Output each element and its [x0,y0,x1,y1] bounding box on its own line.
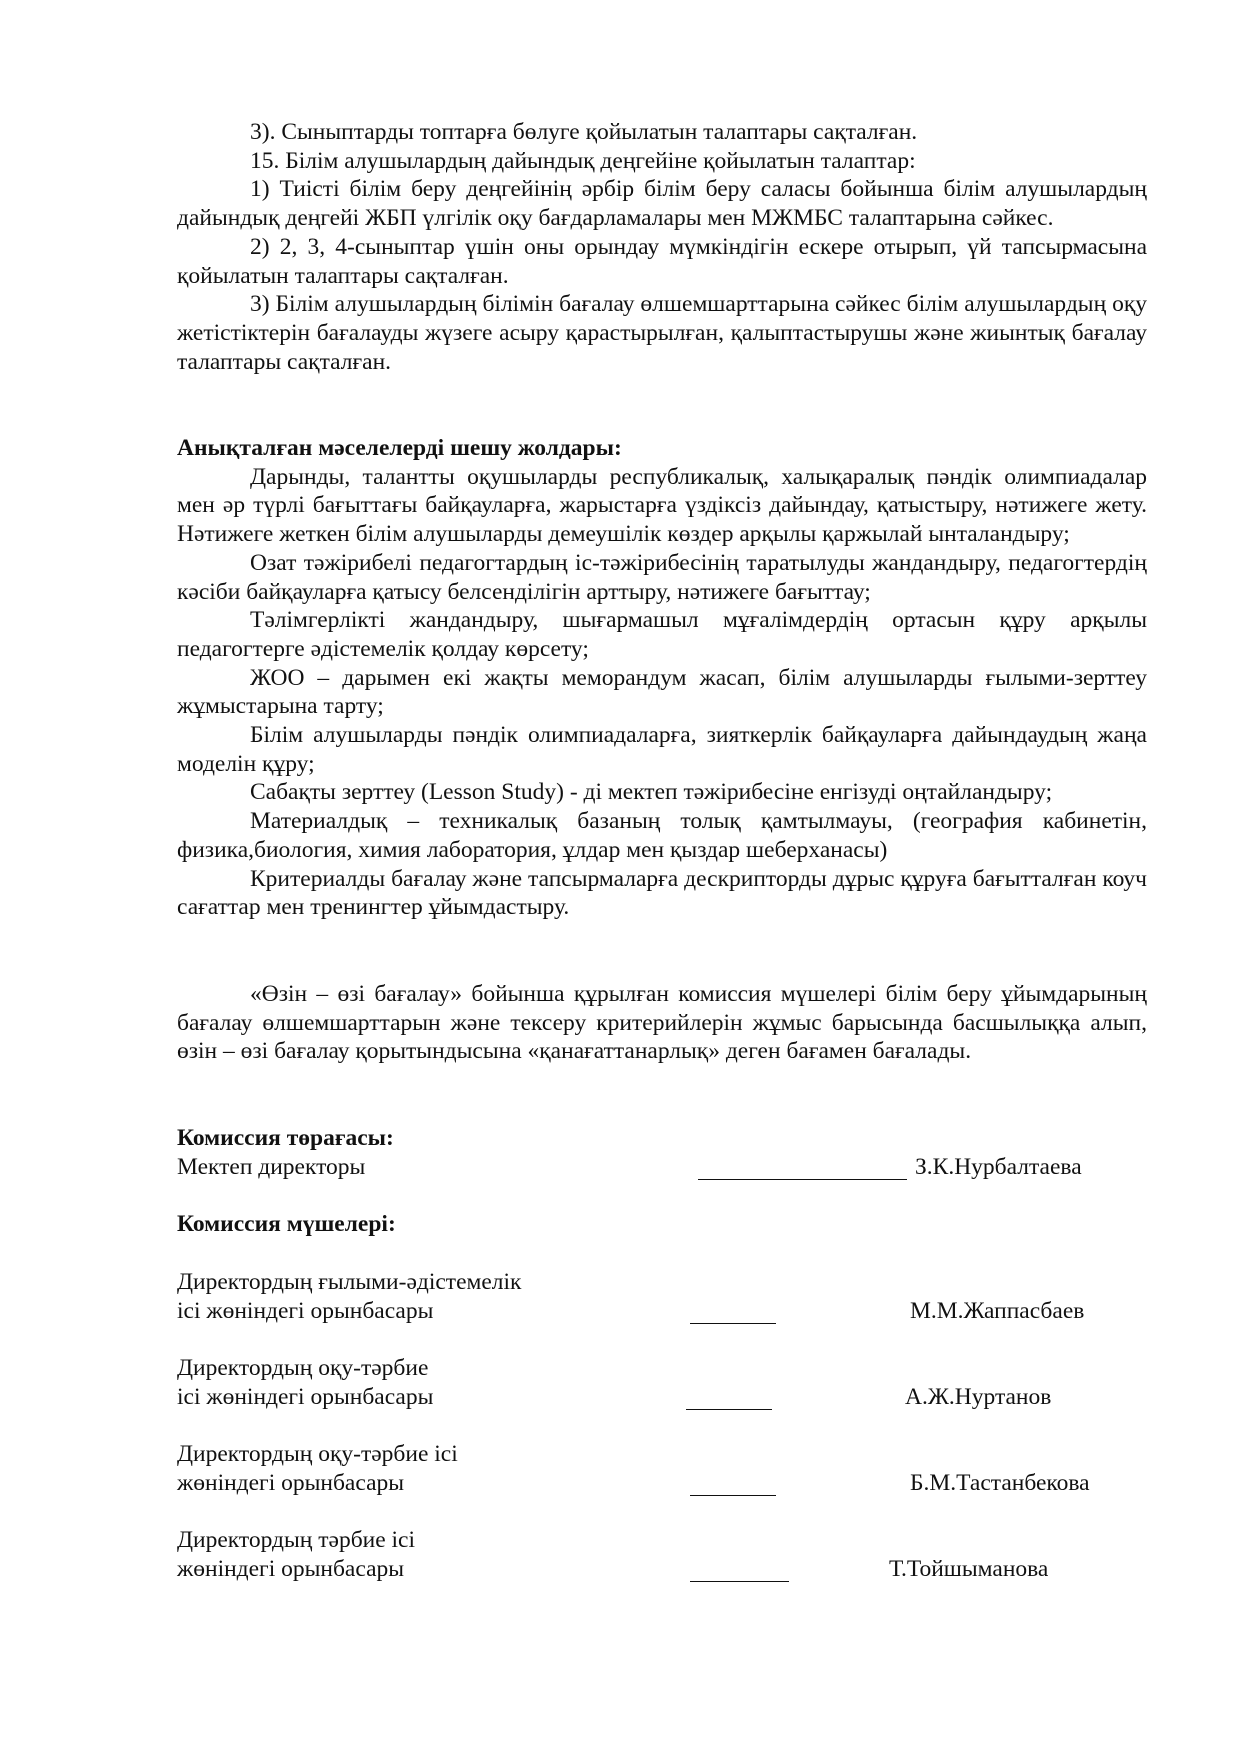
requirements-section [177,118,1147,376]
member-title: Директордың оқу-тәрбие ісі жөніндегі орынбасары [177,1355,434,1410]
member-signature-row [177,1526,1147,1584]
requirement-paragraph: 15. Білім алушылардың дайындық деңгейіне қойылатын талаптар: [250,147,916,174]
solution-item: Материалдық – техникалық базаның толық қамтылмауы, (география кабинетін, физика,биология, химия лаборатория, ұлдар мен қыздар шеберханасы) [177,808,1147,863]
member-title: Директордың ғылыми-әдістемелік ісі жөніндегі орынбасары [177,1269,522,1324]
signature-line [698,1179,907,1180]
solution-item: Озат тәжірибелі педагогтардың іс-тәжірибесінің таратылуды жандандыру, педагогтердің кәсіби байқауларға қатысу белсенділігін арттыру, нәтижеге бағыттау; [177,549,1147,605]
member-name: Б.М.Тастанбекова [910,1470,1090,1497]
solution-item: Сабақты зерттеу (Lesson Study) - ді мектеп тәжірибесіне енгізуді оңтайландыру; [250,779,1053,806]
chair-title: Мектеп директоры [177,1154,366,1180]
member-signature-row [177,1268,1147,1326]
solution-item: Білім алушыларды пәндік олимпиадаларға, зияткерлік байқауларға дайындаудың жаңа моделін құру; [177,722,1147,777]
member-title: Директордың тәрбие ісі жөніндегі орынбасары [177,1527,416,1582]
member-name: А.Ж.Нуртанов [905,1384,1052,1411]
conclusion-section [177,980,1147,1066]
chair-heading: Комиссия төрағасы: [177,1125,394,1151]
member-signature-row [177,1440,1147,1498]
solution-item: Тәлімгерлікті жандандыру, шығармашыл мұғалімдердің ортасын құру арқылы педагогтерге әдістемелік қолдау көрсету; [177,607,1147,662]
solution-item: Дарынды, талантты оқушыларды республикалық, халықаралық пәндік олимпиадалар мен әр түрлі бағыттағы байқауларға, жарыстарға үздіксіз дайындау, қатыстыру, нәтижеге жету. Нәтижеге жеткен білім алушыларды демеушілік көздер арқылы қаржылай ынталандыру; [177,463,1147,548]
requirement-paragraph: 2) 2, 3, 4-сыныптар үшін оны орындау мүмкіндігін ескере отырып, үй тапсырмасына қойылатын талаптары сақталған. [177,233,1147,289]
requirement-paragraph: 3). Сыныптарды топтарға бөлуге қойылатын талаптары сақталған. [250,119,918,145]
member-signature-row [177,1354,1147,1412]
solutions-heading: Анықталған мәселелерді шешу жолдары: [177,435,622,461]
member-name: М.М.Жаппасбаев [910,1298,1085,1325]
member-name: Т.Тойшыманова [889,1556,1049,1583]
requirement-paragraph: 3) Білім алушылардың білімін бағалау өлшемшарттарына сәйкес білім алушылардың оқу жетістіктерін бағалауды жүзеге асыру қарастырылған, қалыптастырушы және жиынтық бағалау талаптары сақталған. [177,291,1147,375]
solution-item: ЖОО – дарымен екі жақты меморандум жасап, білім алушыларды ғылыми-зерттеу жұмыстарына тарту; [177,664,1147,720]
members-heading: Комиссия мүшелері: [177,1211,396,1237]
requirement-paragraph: 1) Тиісті білім беру деңгейінің әрбір білім беру саласы бойынша білім алушылардың дайындық деңгейі ЖБП үлгілік оқу бағдарламалары мен МЖМБС талаптарына сәйкес. [177,176,1147,232]
chair-signature-row [177,1124,1147,1182]
member-title: Директордың оқу-тәрбие ісі жөніндегі орынбасары [177,1441,458,1496]
signature-line [690,1581,789,1582]
solutions-section [177,434,1147,922]
chair-name: З.К.Нурбалтаева [915,1154,1082,1181]
members-heading-block [177,1210,1147,1239]
signature-line [686,1409,772,1410]
signature-line [690,1323,776,1324]
solution-item: Критериалды бағалау және тапсырмаларға дескрипторды дұрыс құруға бағытталған коуч сағаттар мен тренингтер ұйымдастыру. [177,865,1147,921]
conclusion-paragraph: «Өзін – өзі бағалау» бойынша құрылған комиссия мүшелері білім беру ұйымдарының бағалау өлшемшарттарын және тексеру критерийлерін жұмыс барысында басшылыққа алып, өзін – өзі бағалау қорытындысына «қанағаттанарлық» деген бағамен бағалады. [177,981,1147,1065]
signature-line [690,1495,776,1496]
